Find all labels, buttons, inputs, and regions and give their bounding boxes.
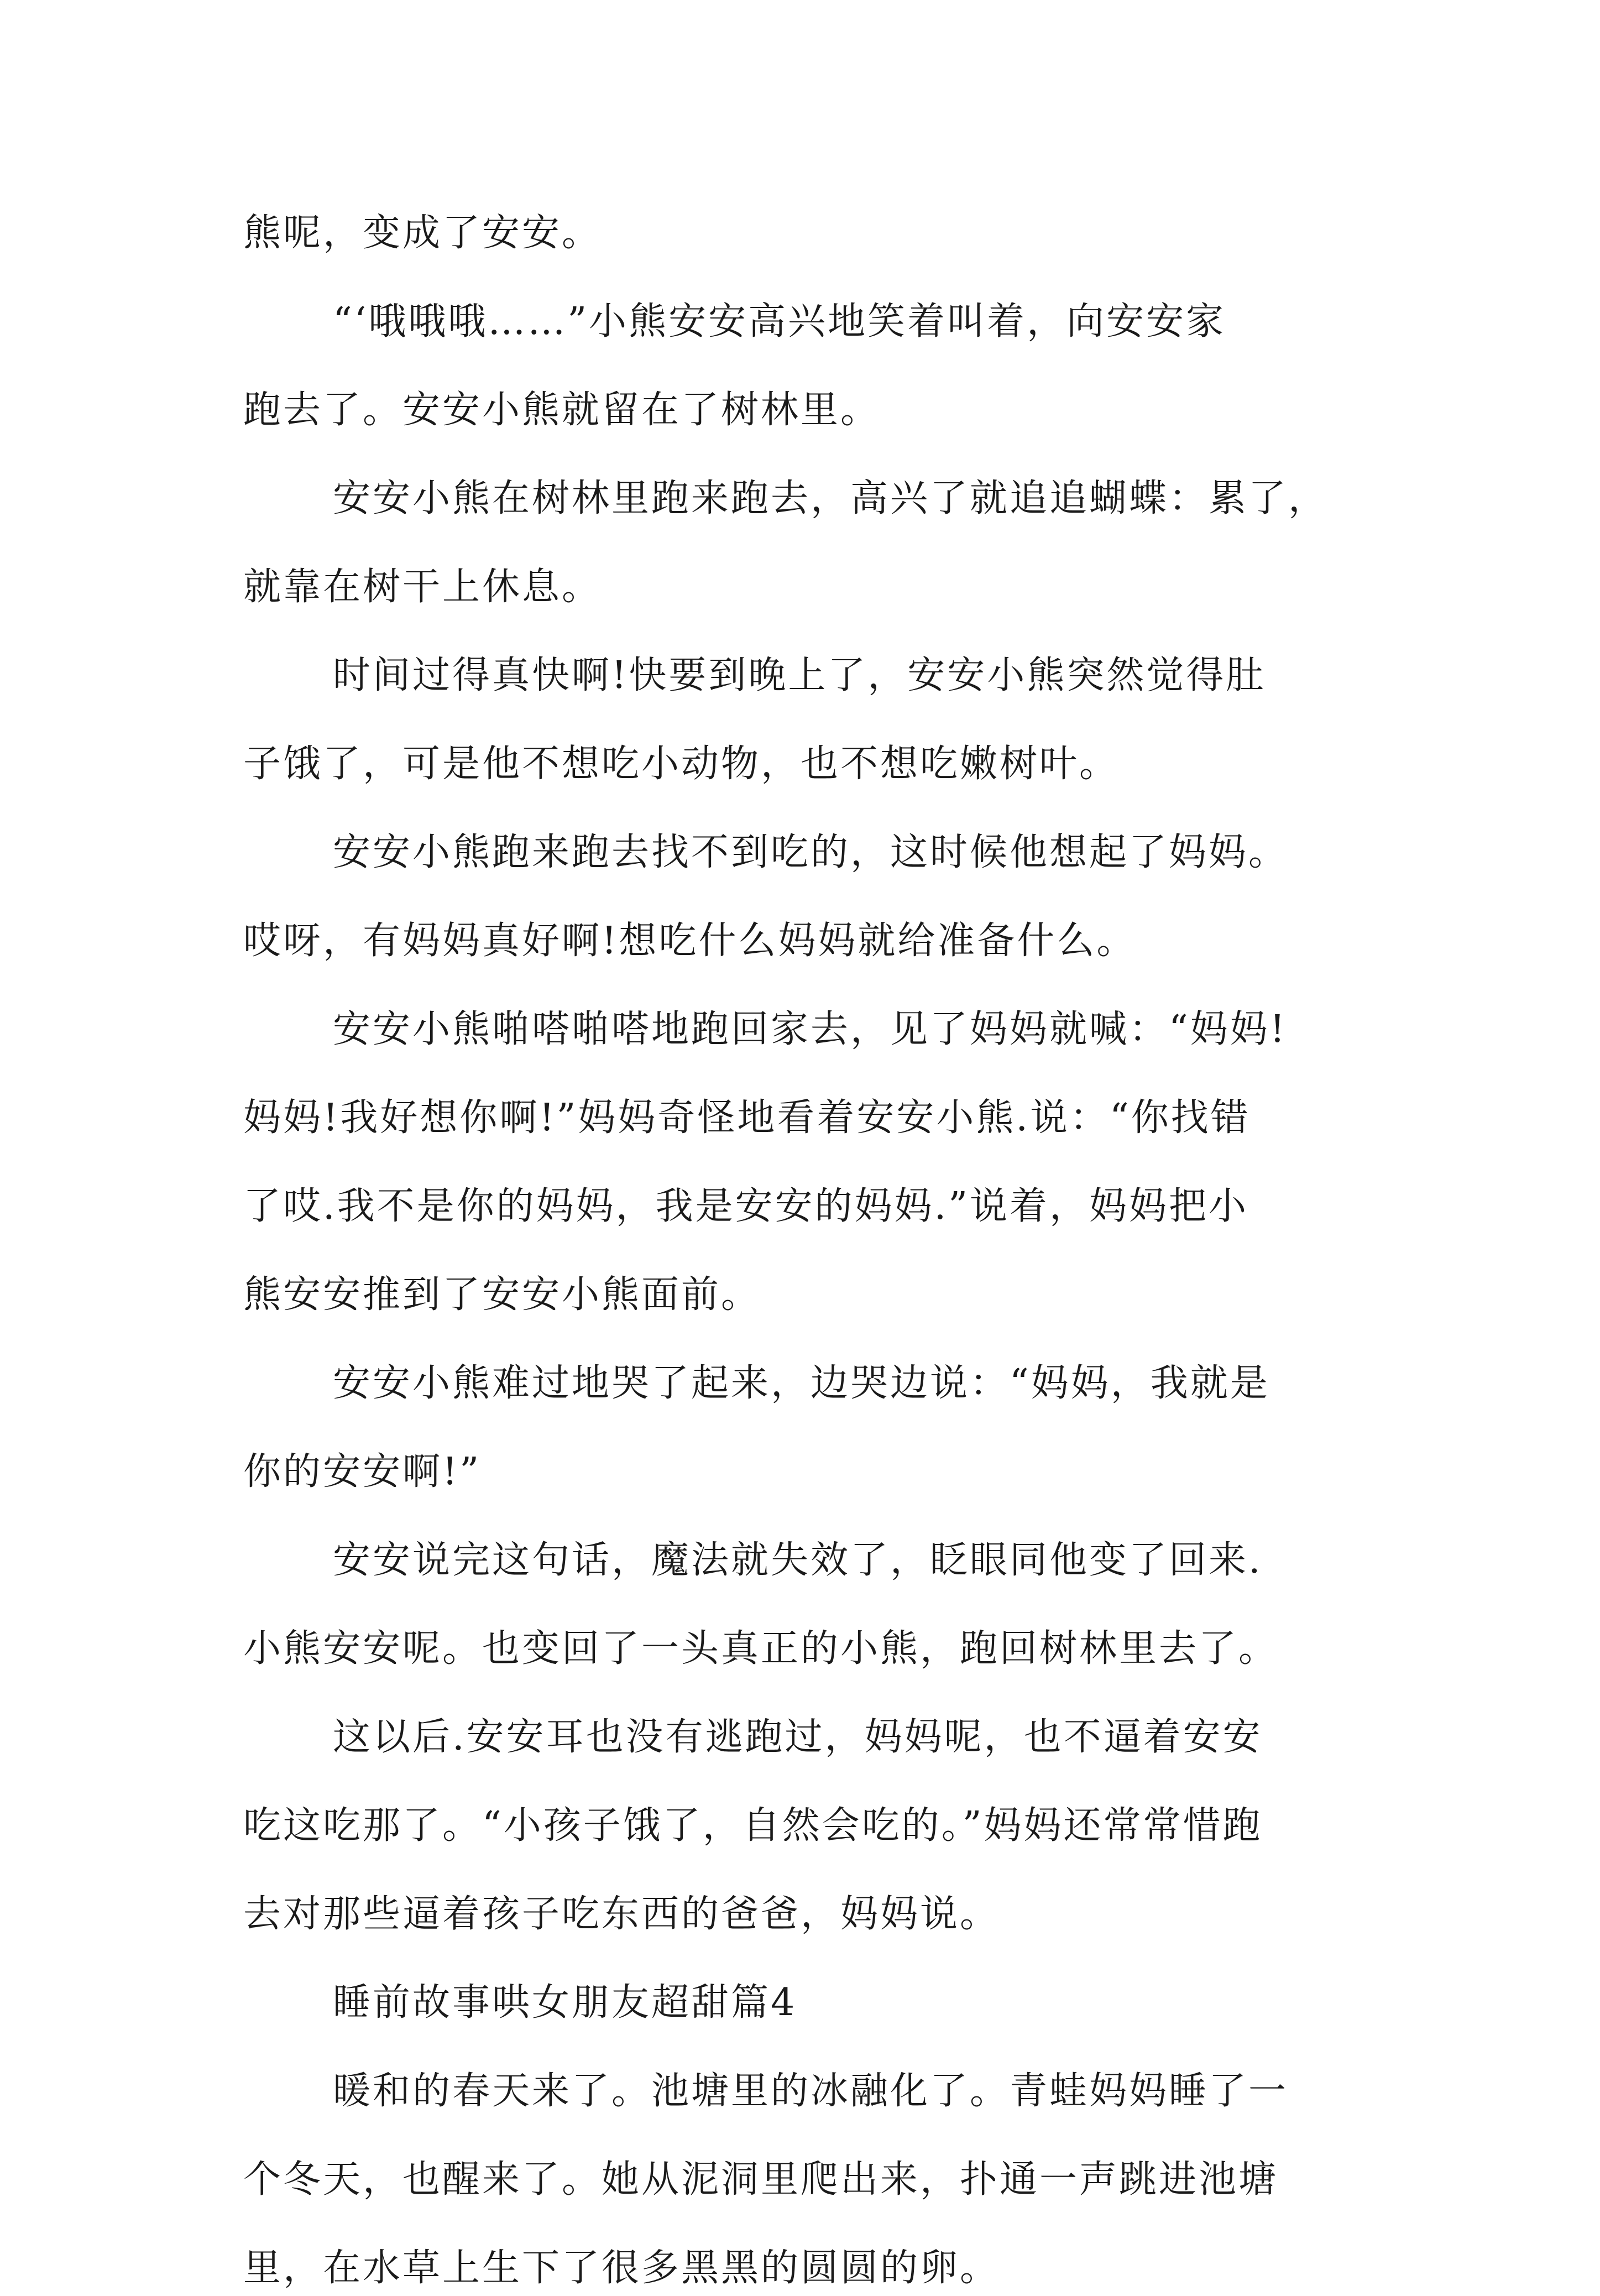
text-line: 熊安安推到了安安小熊面前。 bbox=[243, 1273, 761, 1317]
section-heading: 睡前故事哄女朋友超甜篇4 bbox=[333, 1981, 797, 2024]
text-line: 暖和的春天来了。池塘里的冰融化了。青蛙妈妈睡了一 bbox=[333, 2069, 1289, 2113]
text-line: 吃这吃那了。“小孩子饿了，自然会吃的。”妈妈还常常惜跑 bbox=[243, 1804, 1263, 1848]
text-line: 这以后.安安耳也没有逃跑过，妈妈呢，也不逼着安安 bbox=[333, 1715, 1263, 1759]
text-line: 安安说完这句话，魔法就失效了，眨眼同他变了回来. bbox=[333, 1538, 1263, 1582]
text-line: 安安小熊啪嗒啪嗒地跑回家去，见了妈妈就喊：“妈妈! bbox=[333, 1008, 1288, 1051]
text-line: 时间过得真快啊!快要到晚上了，安安小熊突然觉得肚 bbox=[333, 654, 1266, 697]
text-line: 安安小熊难过地哭了起来，边哭边说：“妈妈，我就是 bbox=[333, 1361, 1270, 1405]
text-line: 了哎.我不是你的妈妈，我是安安的妈妈.”说着，妈妈把小 bbox=[243, 1184, 1248, 1228]
text-line: 去对那些逼着孩子吃东西的爸爸，妈妈说。 bbox=[243, 1892, 1000, 1936]
text-line: 就靠在树干上休息。 bbox=[243, 565, 602, 609]
text-line: “‘哦哦哦……”小熊安安高兴地笑着叫着，向安安家 bbox=[333, 300, 1226, 343]
text-line: 里，在水草上生下了很多黑黑的圆圆的卵。 bbox=[243, 2246, 1000, 2290]
text-line: 子饿了，可是他不想吃小动物，也不想吃嫩树叶。 bbox=[243, 742, 1120, 786]
text-line: 熊呢，变成了安安。 bbox=[243, 211, 602, 255]
text-line: 小熊安安呢。也变回了一头真正的小熊，跑回树林里去了。 bbox=[243, 1627, 1279, 1671]
text-line: 个冬天，也醒来了。她从泥洞里爬出来，扑通一声跳进池塘 bbox=[243, 2158, 1279, 2201]
text-line: 安安小熊跑来跑去找不到吃的，这时候他想起了妈妈。 bbox=[333, 831, 1289, 874]
text-line: 哎呀，有妈妈真好啊!想吃什么妈妈就给准备什么。 bbox=[243, 919, 1137, 963]
text-line: 妈妈!我好想你啊!”妈妈奇怪地看着安安小熊.说：“你找错 bbox=[243, 1096, 1251, 1140]
text-line: 你的安安啊!” bbox=[243, 1450, 482, 1494]
text-line: 安安小熊在树林里跑来跑去，高兴了就追追蝴蝶：累了， bbox=[333, 477, 1329, 520]
text-line: 跑去了。安安小熊就留在了树林里。 bbox=[243, 388, 881, 432]
